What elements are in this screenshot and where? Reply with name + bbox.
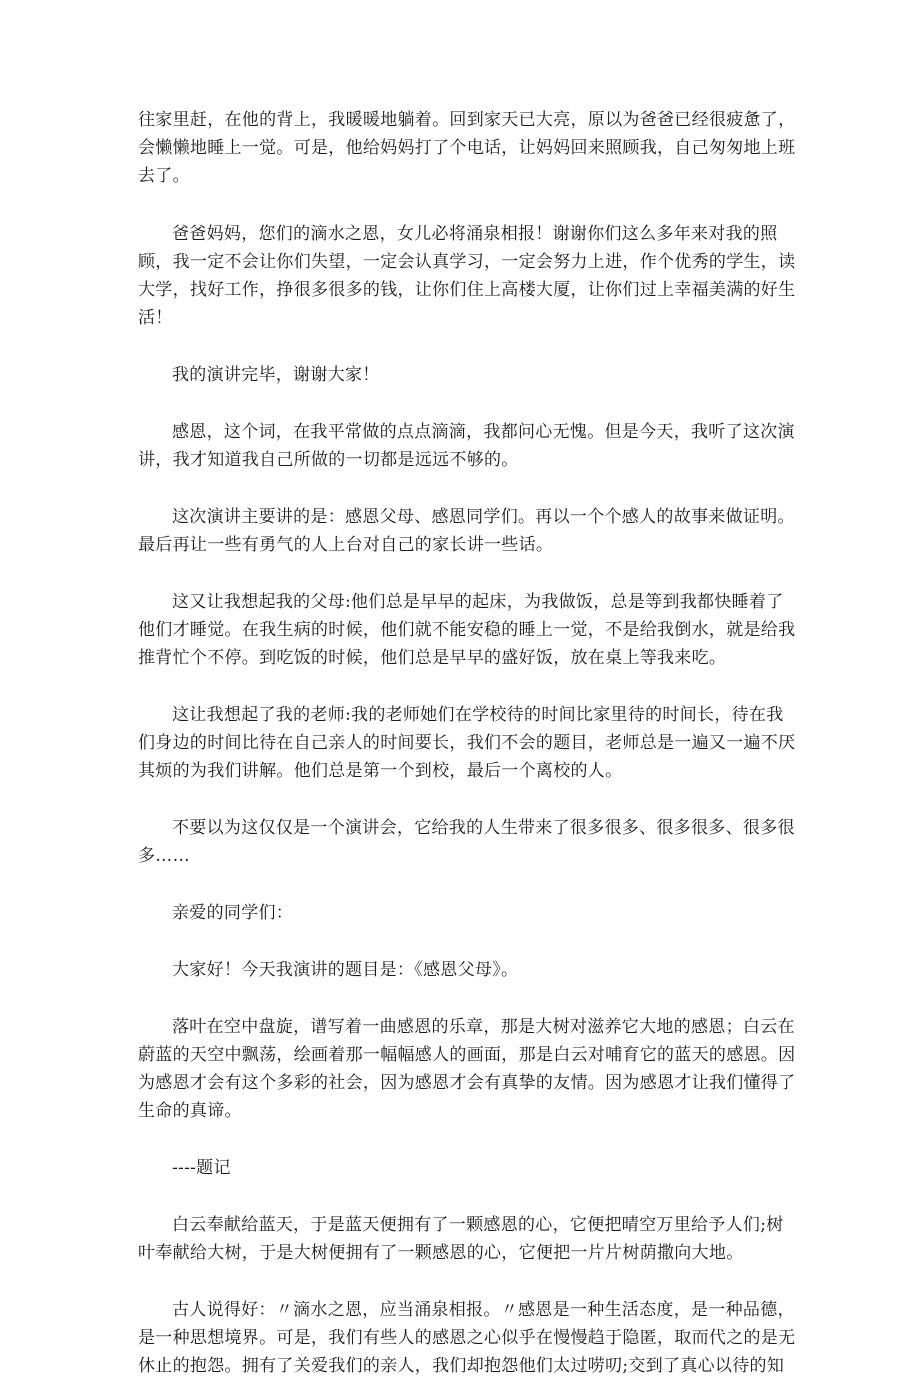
paragraph-2: 爸爸妈妈，您们的滴水之恩，女儿必将涌泉相报！谢谢你们这么多年来对我的照顾，我一定不会让你们失望，一定会认真学习，一定会努力上进，作个优秀的学生，读大学，找好工作，挣很多很多的钱，让你们住上高楼大厦，让你们过上幸福美满的好生活！ <box>138 224 796 328</box>
paragraph-3: 我的演讲完毕，谢谢大家！ <box>172 365 380 385</box>
paragraph-5: 这次演讲主要讲的是：感恩父母、感恩同学们。再以一个个感人的故事来做证明。最后再让一些有勇气的人上台对自己的家长讲一些话。 <box>138 507 795 555</box>
paragraph-14: 古人说得好：〃滴水之恩，应当涌泉相报。〃感恩是一种生活态度，是一种品德，是一种思想境界。可是，我们有些人的感恩之心似乎在慢慢趋于隐匿，取而代之的是无休止的抱怨。拥有了关爱我们的亲人，我们却抱怨他们太过唠叨;交到了真心以待的知 <box>138 1300 796 1376</box>
paragraph-4: 感恩，这个词，在我平常做的点点滴滴，我都问心无愧。但是今天，我听了这次演讲，我才知道我自己所做的一切都是远远不够的。 <box>138 422 795 470</box>
paragraph-12: ----题记 <box>172 1158 231 1178</box>
document-page <box>138 106 798 1380</box>
paragraph-10: 大家好！今天我演讲的题目是：《感恩父母》。 <box>172 960 519 980</box>
paragraph-13: 白云奉献给蓝天，于是蓝天便拥有了一颗感恩的心，它便把晴空万里给予人们;树叶奉献给大树，于是大树便拥有了一颗感恩的心，它便把一片片树荫撒向大地。 <box>138 1215 784 1263</box>
paragraph-8: 不要以为这仅仅是一个演讲会，它给我的人生带来了很多很多、很多很多、很多很多…… <box>138 818 795 866</box>
paragraph-6: 这又让我想起我的父母:他们总是早早的起床，为我做饭，总是等到我都快睡着了他们才睡觉。在我生病的时候，他们就不能安稳的睡上一觉，不是给我倒水，就是给我推背忙个不停。到吃饭的时候，他们总是早早的盛好饭，放在桌上等我来吃。 <box>138 592 796 668</box>
paragraph-11: 落叶在空中盘旋，谱写着一曲感恩的乐章，那是大树对滋养它大地的感恩；白云在蔚蓝的天空中飘荡，绘画着那一幅幅感人的画面，那是白云对哺育它的蓝天的感恩。因为感恩才会有这个多彩的社会，因为感恩才会有真挚的友情。因为感恩才让我们懂得了生命的真谛。 <box>138 1017 796 1121</box>
paragraph-9: 亲爱的同学们： <box>172 903 294 923</box>
paragraph-7: 这让我想起了我的老师:我的老师她们在学校待的时间比家里待的时间长，待在我们身边的时间比待在自己亲人的时间要长，我们不会的题目，老师总是一遍又一遍不厌其烦的为我们讲解。他们总是第一个到校，最后一个离校的人。 <box>138 705 796 781</box>
paragraph-1: 往家里赶，在他的背上，我暖暖地躺着。回到家天已大亮，原以为爸爸已经很疲惫了，会懒懒地睡上一觉。可是，他给妈妈打了个电话，让妈妈回来照顾我，自己匆匆地上班去了。 <box>138 110 796 186</box>
